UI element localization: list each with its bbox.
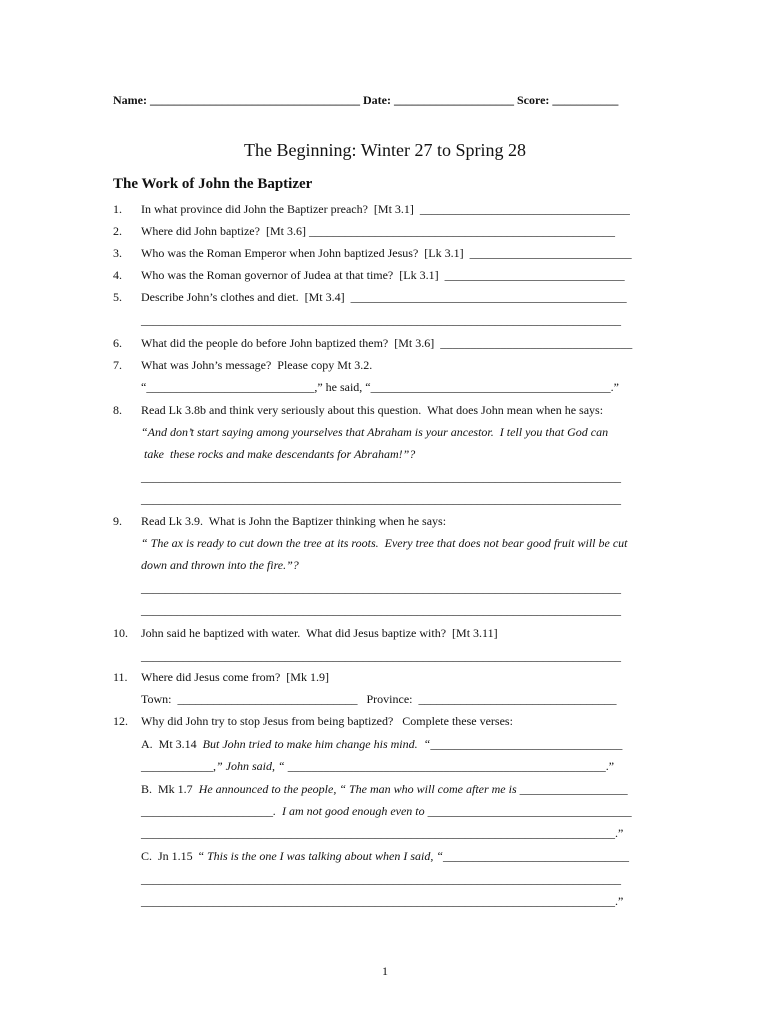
question-2: Where did John baptize? [Mt 3.6] ___________________________________________________ xyxy=(141,224,615,238)
verse-ref: A. Mt 3.14 xyxy=(141,737,203,751)
question-7: What was John’s message? Please copy Mt 3.2. xyxy=(141,358,373,372)
page-title: The Beginning: Winter 27 to Spring 28 xyxy=(244,140,526,160)
verse-b xyxy=(141,782,628,796)
answer-blank[interactable]: ________________________________________________________________________________ xyxy=(141,872,621,886)
question-number: 3. xyxy=(113,246,122,260)
answer-blank[interactable]: ________________________________________________________________________________ xyxy=(141,313,621,327)
verse-ref: B. Mk 1.7 xyxy=(141,782,199,796)
question-number: 6. xyxy=(113,336,122,350)
question-number: 1. xyxy=(113,202,122,216)
scripture-quote: down and thrown into the fire.”? xyxy=(141,558,299,572)
question-9: Read Lk 3.9. What is John the Baptizer thinking when he says: xyxy=(141,514,447,528)
verse-text: . I am not good enough even to xyxy=(273,804,428,818)
question-number: 5. xyxy=(113,290,122,304)
scripture-quote: take these rocks and make descendants for Abraham!”? xyxy=(141,447,416,461)
question-number: 2. xyxy=(113,224,122,238)
answer-blank[interactable]: __________________________________ xyxy=(427,804,632,818)
answer-blank[interactable]: _______________________________ xyxy=(443,849,630,863)
answer-blank[interactable]: ________________________________________________________________________________ xyxy=(141,649,621,663)
answer-blank[interactable]: _______________________________________________________________________________.” xyxy=(141,894,624,908)
question-11: Where did Jesus come from? [Mk 1.9] xyxy=(141,670,329,684)
question-3: Who was the Roman Emperor when John baptized Jesus? [Lk 3.1] ___________________________ xyxy=(141,246,632,260)
question-6: What did the people do before John baptized them? [Mt 3.6] ________________________________ xyxy=(141,336,633,350)
question-number: 8. xyxy=(113,403,122,417)
verse-a xyxy=(141,737,622,751)
question-8: Read Lk 3.8b and think very seriously about this question. What does John mean when he says: xyxy=(141,403,604,417)
question-number: 10. xyxy=(113,626,128,640)
page-number: 1 xyxy=(382,964,388,978)
question-number: 9. xyxy=(113,514,122,528)
answer-blank[interactable]: Town: ______________________________ Province: _________________________________ xyxy=(141,692,617,706)
answer-blank[interactable]: “____________________________,” he said, “________________________________________.” xyxy=(141,380,619,394)
question-10: John said he baptized with water. What did Jesus baptize with? [Mt 3.11] xyxy=(141,626,498,640)
scripture-quote: “And don’t start saying among yourselves that Abraham is your ancestor. I tell you that God can xyxy=(141,425,609,439)
verse-text: This is the one I was talking about when I said, “ xyxy=(207,849,444,863)
section-heading: The Work of John the Baptizer xyxy=(113,176,313,192)
question-5: Describe John’s clothes and diet. [Mt 3.4] ______________________________________________ xyxy=(141,290,627,304)
verse-text: He announced to the people, “ The man who will come after me is xyxy=(198,782,520,796)
answer-blank[interactable]: __________________ xyxy=(519,782,628,796)
answer-blank[interactable]: ______________________ xyxy=(141,804,273,818)
verse-text: ,” John said, “ xyxy=(213,759,288,773)
scripture-quote: “ The ax is ready to cut down the tree at its roots. Every tree that does not bear good fruit will be cut xyxy=(141,536,628,550)
verse-c xyxy=(141,849,629,863)
answer-blank[interactable]: _______________________________________________________________________________.” xyxy=(141,826,624,840)
question-number: 4. xyxy=(113,268,122,282)
question-number: 12. xyxy=(113,714,128,728)
answer-blank[interactable]: ________________________________________________________________________________ xyxy=(141,603,621,617)
verse-text: But John tried to make him change his mind. “ xyxy=(202,737,431,751)
question-12: Why did John try to stop Jesus from being baptized? Complete these verses: xyxy=(141,714,513,728)
answer-blank[interactable]: ________________________________________________________________________________ xyxy=(141,581,621,595)
answer-blank[interactable]: ________________________________________________________________________________ xyxy=(141,470,621,484)
question-number: 7. xyxy=(113,358,122,372)
question-4: Who was the Roman governor of Judea at that time? [Lk 3.1] ______________________________ xyxy=(141,268,625,282)
question-1: In what province did John the Baptizer preach? [Mt 3.1] ___________________________________ xyxy=(141,202,630,216)
verse-b-continued xyxy=(141,804,632,818)
name-date-score-line: Name: ___________________________________ Date: ____________________ Score: ___________ xyxy=(113,93,619,107)
question-number: 11. xyxy=(113,670,128,684)
verse-ref: C. Jn 1.15 “ xyxy=(141,849,207,863)
answer-blank[interactable]: ____________ xyxy=(141,759,213,773)
answer-blank[interactable]: _____________________________________________________.” xyxy=(287,759,615,773)
verse-a-continued xyxy=(141,759,614,773)
answer-blank[interactable]: ________________________________ xyxy=(430,737,623,751)
answer-blank[interactable]: ________________________________________________________________________________ xyxy=(141,492,621,506)
